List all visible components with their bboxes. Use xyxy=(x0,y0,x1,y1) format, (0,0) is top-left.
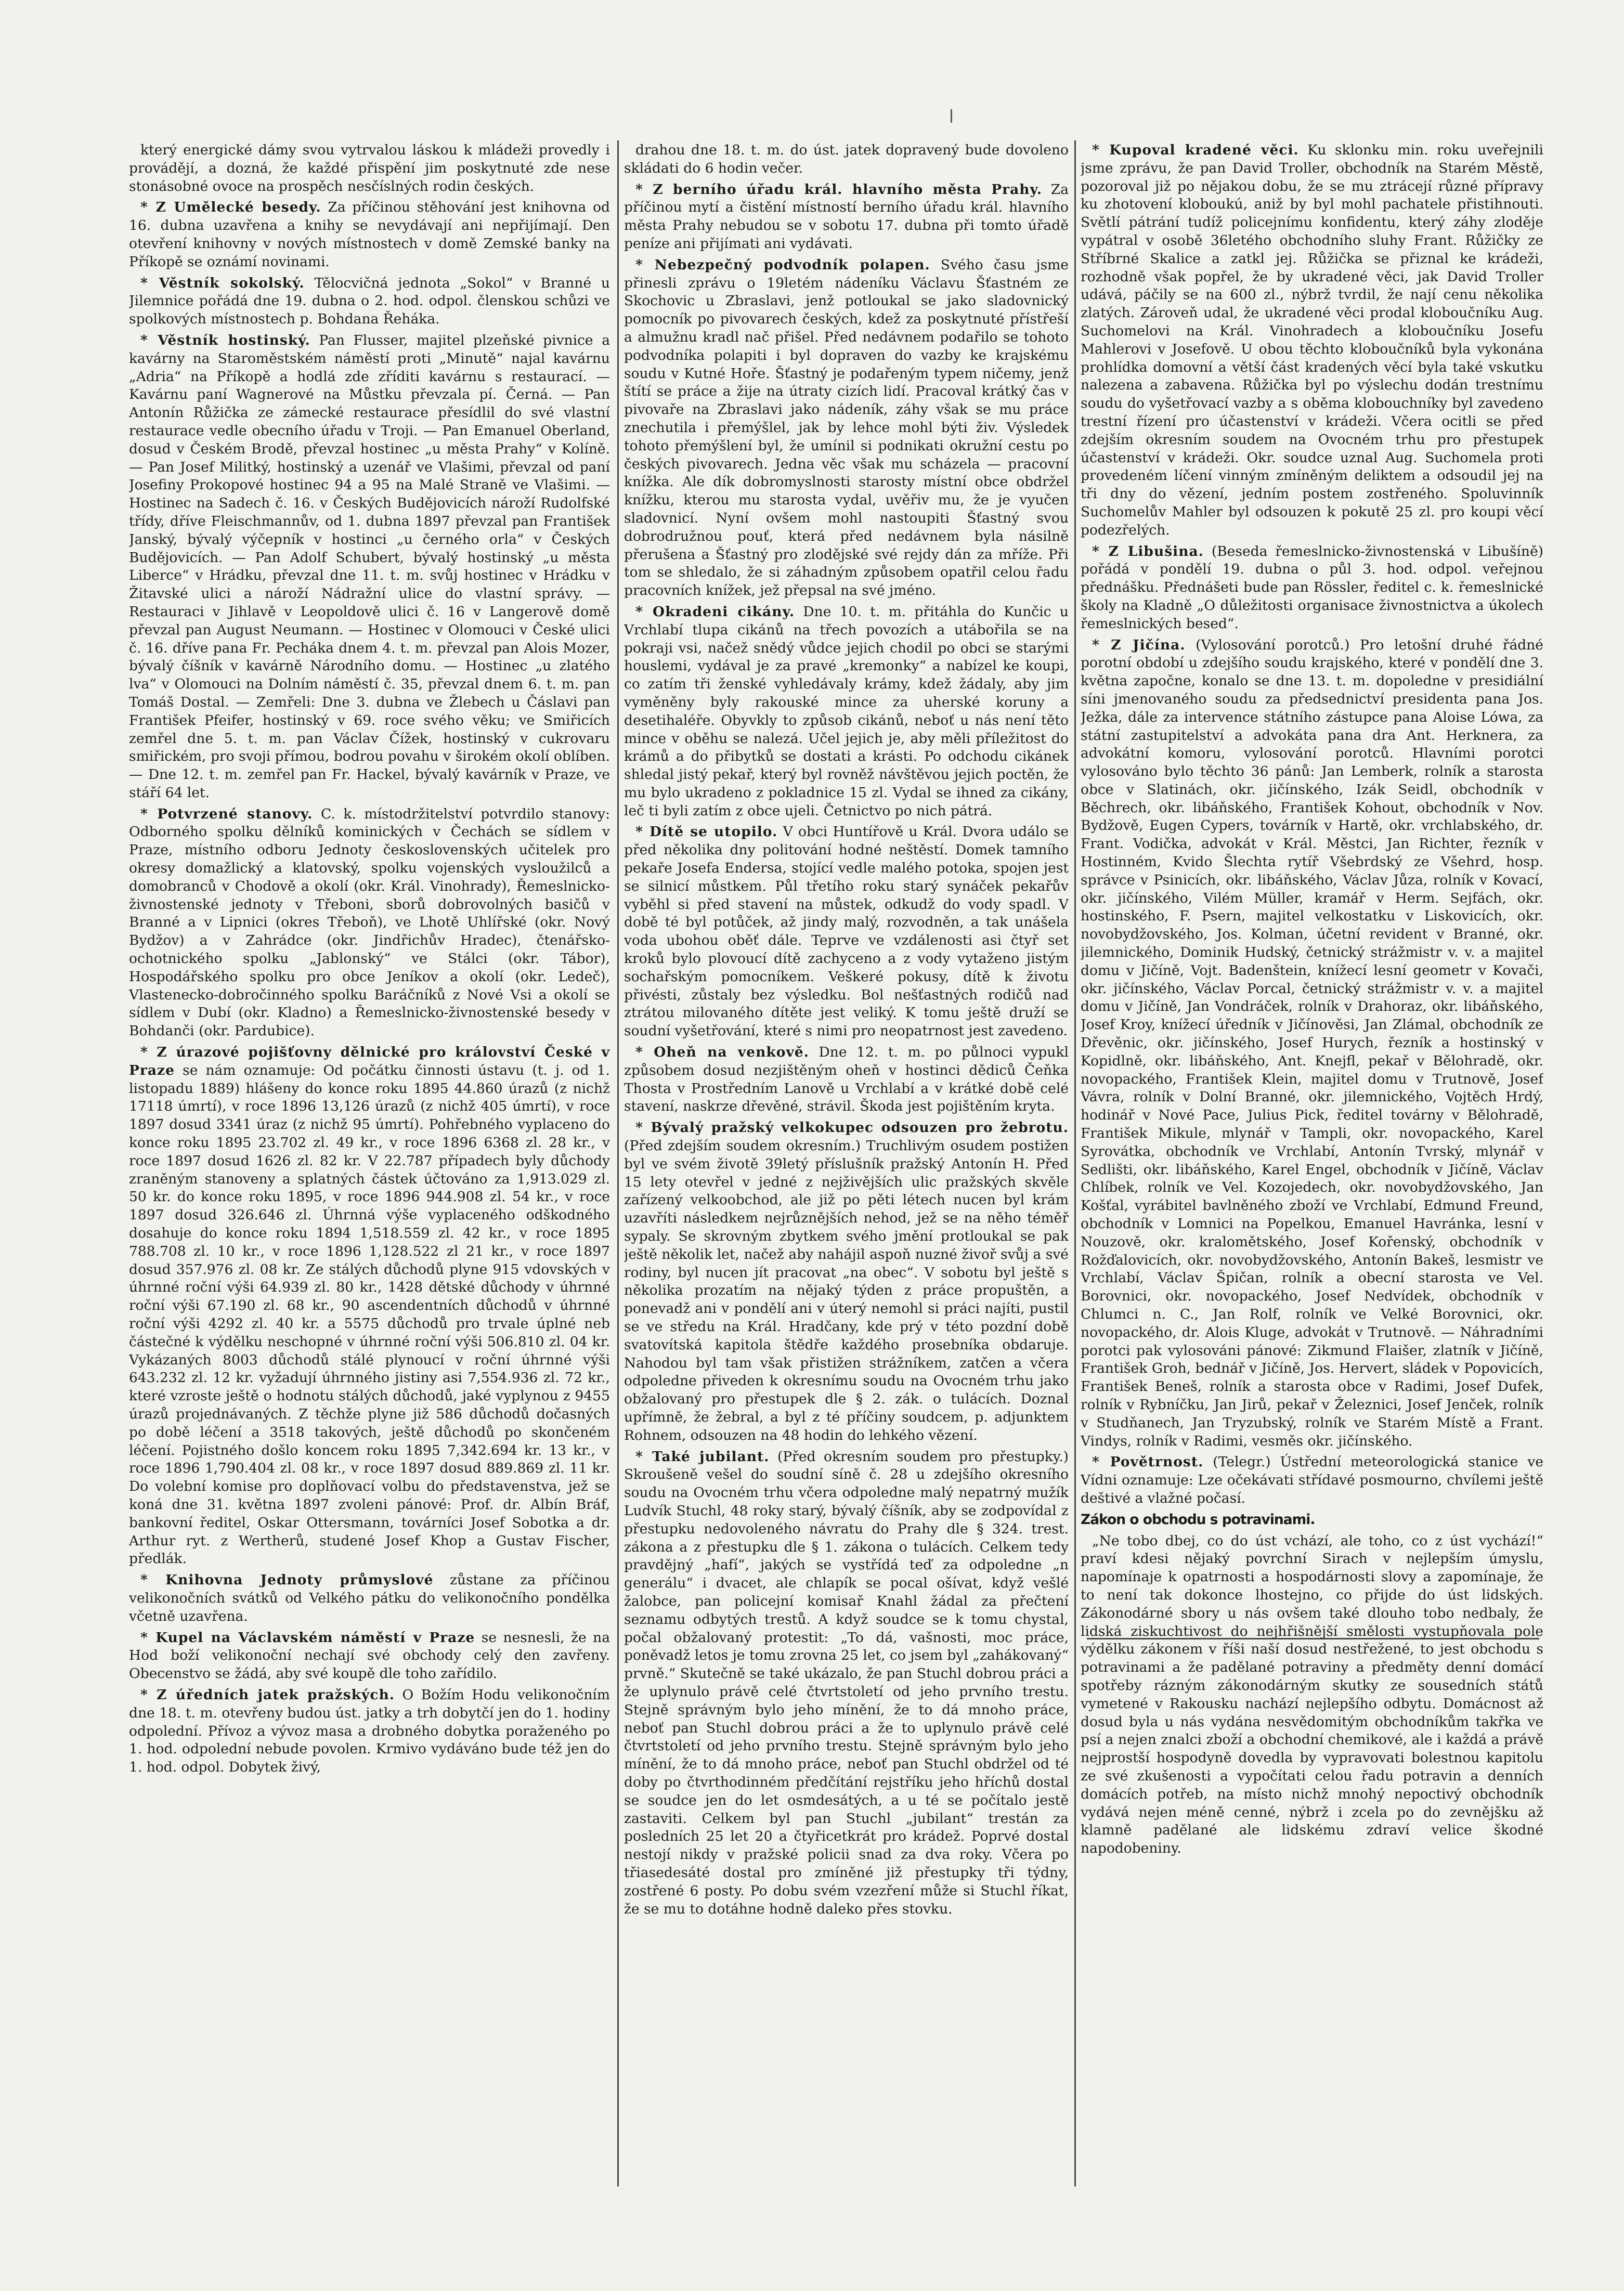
article-heading: * Kupel na Václavském náměstí v Praze xyxy=(140,1629,475,1646)
article-paragraph xyxy=(1081,141,1543,540)
article-body: se nám oznamuje: Od počátku činnosti ústavu (t. j. od 1. listopadu 1889) hlášeny do konce roku 1895 44.860 úrazů (z nichž 17118 úmrtí), v roce 1896 13,126 úrazů (z nichž 405 úmrtí), v roce 1897 dosud 3341 úraz (z nichž 95 úmrtí). Pohřebného vyplaceno do konce roku 1895 23.702 zl. 49 kr., v roce 1896 6368 zl. 28 kr., v roce 1897 dosud 1626 zl. 82 kr. V 22.787 případech byly důchody zraněným stanoveny a splatných částek účtováno za 1,913.029 zl. 50 kr. do konce roku 1895, v roce 1896 944.908 zl. 54 kr., v roce 1897 dosud 326.646 zl. Úhrnná výše vyplaceného odškodného dosahuje do konce roku 1894 1,518.559 zl. 42 kr., v roce 1895 788.708 zl. 10 kr., v roce 1896 1,128.522 zl 21 kr., v roce 1897 dosud 357.976 zl. 08 kr. Ze stálých důchodů plyne 915 vdovských v úhrnné roční výši 64.939 zl. 80 kr., 1428 dětské důchody v úhrnné roční výši 67.190 zl. 68 kr., 90 ascendentních důchodů v úhrnné roční výši 4292 zl. 40 kr. a 5575 důchodů pro trvale úplné neb částečné k výdělku neschopné v úhrnné roční výši 506.810 zl. 04 kr. Vykázaných 8003 důchodů stálé plynoucí v roční úhrnné výši 643.232 zl. 12 kr. vyžadují úhrnného jistiny asi 7,554.936 zl. 72 kr., které vzroste ještě o hodnotu stálých důchodů, jaké vyplynou z 9455 úrazů projednávaných. Z těchže plyne již 586 důchodů dočasných po době léčení a 3518 takových, ještě důchodů po skončeném léčení. Pojistného došlo koncem roku 1895 7,342.694 kr. 13 kr., v roce 1896 1,790.404 zl. 08 kr., v roce 1897 dosud 889.869 zl. 11 kr. Do volební komise pro doplňovací volbu do představenstva, jež se koná dne 31. května 1897 zvoleni pánové: Prof. dr. Albín Bráf, bankovní ředitel, Oskar Ottersmann, továrníci Josef Sobotka a dr. Arthur ryt. z Wertherů, studené Josef Khop a Gustav Fischer, předlák. xyxy=(129,1062,610,1567)
article-paragraph xyxy=(1081,1453,1543,1507)
article-paragraph xyxy=(129,1571,610,1625)
article-paragraph xyxy=(624,1448,1069,1919)
article-heading: * Oheň na venkově. xyxy=(635,1044,809,1061)
article-paragraph xyxy=(624,141,1069,178)
article-heading: * Z Jičína. xyxy=(1092,636,1186,653)
article-body: Tělocvičná jednota „Sokol“ v Branné u Jilemnice pořádá dne 19. dubna o 2. hod. odpol. členskou schůzi ve spolkových místnostech p. Bohdana Řeháka. xyxy=(129,275,610,328)
column-right xyxy=(1081,141,1543,2169)
article-body: C. k. místodržitelství potvrdilo stanovy: Odborného spolku dělníků kominických v Čechách se sídlem v Praze, místního odboru Jednoty československých učitelek pro okresy domažlický a klatovský, spolku vojenských vysloužilců a domobranců v Chodově a okolí (okr. Král. Vinohrady), Řemeslnicko-živnostenské jednoty v Třeboni, sborů dobrovolných basičů v Branné a v Lipnici (okres Třeboň), ve Lhotě Uhlířské (okr. Nový Bydžov) a v Zahrádce (okr. Jindřichův Hradec), čtenářsko-ochotnického spolku „Jablonský“ ve Stálci (okr. Tábor), Hospodářského spolku pro obce Jeníkov a okolí (okr. Ledeč), Vlastenecko-dobročinného spolku Baráčníků z Nové Vsi a okolí se sídlem v Dubí (okr. Kladno) a Řemeslnicko-živnostenské besedy v Bohdanči (okr. Pardubice). xyxy=(129,805,610,1039)
article-paragraph xyxy=(1081,543,1543,633)
article-body: který energické dámy svou vytrvalou láskou k mládeži provedly i provádějí, a dozná, že každé přispění jim poskytnuté zde nese stonásobné ovoce na prospěch nesčíslných rodin českých. xyxy=(129,142,610,194)
article-body: V obci Huntířově u Král. Dvora událo se před několika dny politování hodné neštěstí. Domek tamního pekaře Josefa Endersa, stojící vedle malého potoka, spojen jest se silnicí můstkem. Půl třetího roku starý synáček pekařův vyběhl si před stavení na můstek, odkudž do vody spadl. V době té byl potůček, až jindy malý, rozvodněn, a tak unášela voda ubohou oběť dále. Teprve ve vzdálenosti asi čtyř set kroků bylo plovoucí dítě zachyceno a z vody vytaženo jistým sochařským pomocníkem. Veškeré pokusy, dítě k životu přivésti, zůstaly bez výsledku. Bol nešťastných rodičů nad ztrátou milovaného dítěte jest veliký. K tomu ještě druží se soudní vyšetřování, které s nimi pro neopatrnost jest zavedeno. xyxy=(624,824,1069,1039)
top-mark xyxy=(951,109,952,123)
article-body: (Telegr.) Ústřední meteorologická stanice ve Vídni oznamuje: Lze očekávati střídavé posmourno, chvílemi ještě deštivé a vlažné počasí. xyxy=(1081,1454,1543,1506)
article-heading: * Bývalý pražský velkokupec odsouzen pro žebrotu. xyxy=(635,1120,1069,1136)
article-paragraph xyxy=(624,1119,1069,1444)
article-paragraph xyxy=(624,603,1069,821)
column-middle xyxy=(624,141,1069,2169)
article-heading: * Potvrzené stanovy. xyxy=(140,805,313,822)
article-body: Dne 12. t. m. po půlnoci vypukl způsobem dosud nezjištěným oheň v hostinci dědiců Čeňka Thosta v Prostředním Lanově u Vrchlabí a v krátké době celé stavení, naskrze dřevěné, strávil. Škoda jest pojištěním kryta. xyxy=(624,1044,1069,1115)
article-body: Za příčinou stěhování jest knihovna od 16. dubna uzavřena a knihy se nevydávají ani nepřijímají. Den otevření knihovny v nových místnostech v domě Zemské banky na Příkopě se oznámí novinami. xyxy=(129,199,610,270)
article-body: zůstane za příčinou velikonočních svátků od Velkého pátku do velikonočního pondělka včetně uzavřena. xyxy=(129,1572,610,1624)
article-paragraph xyxy=(624,1044,1069,1116)
article-body: „Ne tobo dbej, co do úst vchází, ale toho, co z úst vychází!“ praví kdesi nějaký povrchní Sirach v nejlepším úmyslu, napomínaje k opatrnosti a hospodárnosti slovy a zapomínaje, že to není tak dokonce lhostejno, co přijde do úst lidských. Zákonodárné sbory u nás ovšem také dlouho tobo nedbaly, že lidská ziskuchtivost do nejhřišnější smělosti vystupňovala pole výdělku zákonem v říši naší dosud nestřežené, to jest obchodu s potravinami a že padělané potraviny a předměty denní domácí spotřeby rázným zákonodárným skutky ze sousedních států vymetené v Rakousku nachází nejlepšího odbytu. Domácnost až dosud byla u nás vydána nesvědomitým obchodníkům takřka ve psí a nejen znalci zboží a obchodní chemikové, ale i každá a právě nejprostší hospodyně dovedla by vypravovati bolestnou kapitolu ze své zkušenosti a vypočítati celou řadu potravin a denních domácích potřeb, na místo nichž mnohý nepoctivý obchodník vydává nejen méně cenné, nýbrž i zcela po do zevnějšku až klamně padělané ale lidskému zdraví velice škodné napodobeniny. xyxy=(1081,1532,1543,1857)
article-paragraph xyxy=(624,823,1069,1040)
article-paragraph xyxy=(129,1044,610,1568)
article-body: Svého času jsme přinesli zprávu o 19letém nádeníku Václavu Šťastném ze Skochovic u Zbraslavi, jenž potloukal se jako sladovnický pomocník po pivovarech českých, kdež za poskytnuté přístřeší a almužnu kradl nač přišel. Před nedávnem podařilo se tohoto podvodníka polapiti i byl dopraven do vazby ke krajskému soudu v Kutné Hoře. Šťastný je podařeným typem ničemy, jenž štítí se práce a žije na útraty cizích lidí. Pracoval krátký čas v pivovaře na Zbraslavi jako nádeník, záhy však se mu práce znechutila i přemýšlel, jak by lehce mohl býti živ. Výsledek tohoto přemýšlení byl, že umínil si podnikati okružní cestu po českých pivovarech. Jedna věc však mu scházela — pracovní knížka. Ale dík dobromyslnosti starosty místní obce obdržel knížku, kterou mu starosta vydal, uvěřiv mu, že je vyučen sladovnicí. Nyní ovšem mohl nastoupiti Šťastný svou dobrodružnou pouť, která před nedávnem byla násilně přerušena a Šťastný pro zlodějské své rejdy dán za mříže. Při tom se shledalo, že si záhadným způsobem opatřil celou řadu pracovních knížek, jež přepsal na své jméno. xyxy=(624,256,1069,599)
article-paragraph xyxy=(129,332,610,802)
article-title: Zákon o obchodu s potravinami. xyxy=(1081,1511,1315,1528)
article-body: (Před okresním soudem pro přestupky.) Skroušeně vešel do soudní síně č. 28 u zdejšího okresního soudu na Ovocném trhu včera odpoledne malý nepatrný mužík Ludvík Stuchl, 48 roky starý, bývalý číšník, aby se zodpovídal z přestupku nedovoleného návratu do Prahy dle § 324. trest. zákona a z přestupku dle § 1. zákona o tulácích. Celkem tedy pravdějný „hafí“, jakých se vystřídá teď za odpoledne „n generálu“ i dvacet, ale chlapík se pocal ošívat, když vešlé žalobce, pan policejní komisař Knahl žádal za přečtení seznamu odbytých trestů. A když soudce se k tomu chystal, počal obžalovaný protestit: „To dá, vašnosti, moc práce, poněvadž letos je tomu zrovna 25 let, co jsem byl „zahákovaný“ prvně.“ Skutečně se také ukázalo, že pan Stuchl dobrou práci a že uplynulo právě celé čtvrtstoletí od jeho prvního trestu. Stejně správným bylo jeho mínění, že to dá mnoho práce, neboť pan Stuchl dobrou práci a že to uplynulo právě celé čtvrtstoletí od jeho prvního trestu. Stejně správným bylo jeho mínění, že to dá mnoho práce, neboť pan Stuchl obdržel od té doby po čtvrthodinném předčítání rejstříku jeho hříchů dostal se soudce jen do let osmdesátých, a u té se počítalo jestě zastaviti. Celkem byl pan Stuchl „jubilant“ trestán za posledních 25 let 20 a čtyřicetkrát pro krádež. Poprvé dostal nestojí nikdy v pražské policii snad za dva roky. Včera po třiasedesáté dostal pro zmíněné již přestupky tři týdny, zostřené 6 posty. Po dobu svém vzezření může si Stuchl říkat, že se mu to dotáhne hodně daleko přes stovku. xyxy=(624,1448,1069,1917)
article-body: O Božím Hodu velikonočním dne 18. t. m. otevřeny budou úst. jatky a trh dobytčí jen do 1. hodiny odpolední. Přívoz a vývoz masa a drobného dobytka poraženého po 1. hod. odpolední nebude povolen. Krmivo vydáváno bude též jen do 1. hod. odpol. Dobytek živý, xyxy=(129,1686,610,1776)
article-body: se nesnesli, že na Hod boží velikonoční nechají své obchody celý den zavřeny. Obecenstvo se žádá, aby své koupě dle toho zařídilo. xyxy=(129,1629,610,1682)
column-divider-right xyxy=(1074,140,1076,2186)
article-heading: * Okradeni cikány. xyxy=(635,603,795,620)
article-body: Pan Flusser, majitel plzeňské pivnice a kavárny na Staroměstském náměstí proti „Minutě“ najal kavárnu „Adria“ na Příkopě a hodlá zde zříditi kavárnu s restaurací. — Kavárnu paní Wagnerové na Můstku převzala pí. Černá. — Pan Antonín Růžička ze zámecké restaurace přesídlil do své vlastní restaurace vedle obecního úřadu v Troji. — Pan Emanuel Oberland, dosud v Českém Brodě, převzal hostinec „u města Prahy“ v Kolíně. — Pan Josef Militký, hostinský a uzenář ve Vlašimi, převzal od paní Josefiny Prokopové hostinec 94 a 95 na Malé Straně ve Vlašimi. — Hostinec na Sadech č. 16. v Českých Budějovicích nároží Rudolfské třídy, dříve Fleischmannův, od 1. dubna 1897 převzal pan František Janský, bývalý výčepník v hostinci „u černého orla“ v Českých Budějovicích. — Pan Adolf Schubert, bývalý hostinský „u města Liberce“ v Hrádku, převzal dne 11. t. m. svůj hostinec v Hrádku v Žitavské ulici a nároží Nádražní ulice do vlastní správy. — Restauraci v Jihlavě v Leopoldově ulici č. 16 v Langerově domě převzal pan August Neumann. — Hostinec v Olomouci v České ulici č. 16. dříve pana Fr. Pecháka dnem 4. t. m. převzal pan Alois Mozer, bývalý číšník v kavárně Národního domu. — Hostinec „u zlatého lva“ v Olomouci na Dolním náměstí č. 35, převzal dnem 6. t. m. pan Tomáš Dostal. — Zemřeli: Dne 3. dubna ve Žlebech u Čáslavi pan František Pfeifer, hostinský v 69. roce svého věku; ve Smiřicích zemřel dne 5. t. m. pan Václav Čížek, hostinský v cukrovaru smiřickém, pro svoji přímou, bodrou povahu v širokém okolí oblíben. — Dne 12. t. m. zemřel pan Fr. Hackel, bývalý kavárník v Praze, ve stáří 64 let. xyxy=(129,332,610,801)
article-heading: * Z úrazové pojišťovny dělnické pro království České v Praze xyxy=(129,1044,610,1078)
article-body: Dne 10. t. m. přitáhla do Kunčic u Vrchlabí tlupa cikánů na třech povozích a utábořila se na pokraji vsi, načež snědý vůdce jejich chodil po obci se starými houslemi, vydával je za pravé „kremonky“ a nabízel ke koupi, co zatím tři ženské vyhledávaly krámy, kdež žádaly, aby jim vyměněny byly rakouské mince za uherské koruny a desetihaléře. Obyvkly to způsob cikánů, neboť u nás není těto mince v oběhu se nalezá. Učel jejich je, aby měli příležitost do krámů a do přibytků se dostati a krásti. Po odchodu cikánek shledal jistý pekař, který byl rovněž návštěvou jejich poctěn, že mu bylo ukradeno z pokladnice 15 zl. Vydal se ihned za cikány, leč ti byli zatím z obce ujeli. Četnictvo po nich pátrá. xyxy=(624,603,1069,819)
article-paragraph xyxy=(129,275,610,329)
article-heading: * Z berního úřadu král. hlavního města Prahy. xyxy=(635,181,1043,198)
article-heading: * Povětrnost. xyxy=(1092,1454,1204,1470)
article-heading: * Z úředních jatek pražských. xyxy=(140,1686,395,1703)
article-heading: * Také jubilant. xyxy=(635,1448,770,1465)
article-paragraph xyxy=(129,805,610,1040)
article-heading: * Věstník hostinský. xyxy=(140,332,310,348)
article-body: Ku sklonku min. roku uveřejnili jsme zprávu, že pan David Troller, obchodník na Starém Městě, pozoroval již po nějakou dobu, že se mu ztrácejí různé přípravy ku zhotovení kloboukú, aniž by byl mohl pachatele přistihnouti. Světlí pátrání tudíž policejnímu konfidentu, který záhy zloděje vypátral v osobě 36letého obchodního sluhy Frant. Růžičky ze Stříbrné Skalice a zatkl jej. Růžička se přiznal ke krádeži, rozhodně však popřel, že by ukradené věci, jak David Troller udává, páčily se na 600 zl., nýbrž tvrdil, že nají cenu několika zlatých. Zároveň udal, že ukradené věci prodal kloboučníku Aug. Suchomelovi na Král. Vinohradech a kloboučníku Josefu Mahlerovi v Josefově. U obou těchto kloboučníků byla vykonána prohlídka domovní a větší část kradených věcí byla také vskutku nalezena a zabavena. Růžička byl po výslechu dodán trestnímu soudu do vyšetřovací vazby a s oběma klobouchníky byl zavedeno trestní řízení pro účastenství v krádeži. Včera ocitli se před zdejším okresním soudem na Ovocném trhu pro přestupek účastenství v krádeži. Okr. soudce uznal Aug. Suchomela proti provedeném líčení vinným zmíněným deliktem a odsoudil jej na tři dny do vězení, jedním postem zostřeného. Spoluvinník Suchomelův Mahler byl odsouzen k pokutě 25 zl. pro koupi věcí podezřelých. xyxy=(1081,142,1543,538)
article-body: drahou dne 18. t. m. do úst. jatek dopravený bude dovoleno skládati do 6 hodin večer. xyxy=(624,142,1069,176)
article-paragraph xyxy=(129,1629,610,1683)
article-heading: * Z Libušina. xyxy=(1092,543,1204,559)
article-body: (Před zdejším soudem okresním.) Truchlivým osudem postižen byl ve svém životě 39letý příslušník pražský Antonín H. Před 15 lety otevřel v jedné z nejživějších ulic pražských skvěle zařízený velkoobchod, ale již po pěti létech nucen byl krám uzavříti následkem nejrůznějších nehod, jež se na něho téměř sypaly. Se skrovným zbytkem svého jmění protloukal se pak ještě několik let, načež aby nahájil aspoň nuzné živoř svůj a své rodiny, byl nucen jít pracovat „na obec“. V sobotu byl ještě s několika prozatím na nějaký týden z práce propuštěn, a ponevadž ani v pondělí ani v úterý nemohl si práci najíti, pustil se ve středu na Král. Hradčany, kde prý v této pozdní době svatovítská kapitola štědře každého prosebníka obdaruje. Nahodou byl tam však přistižen strážníkem, zatčen a včera odpoledne přiveden k okresnímu soudu na Ovocném trhu jako obžalovaný pro přestupek dle § 2. zák. o tulácích. Doznal upřímně, že žebral, a byl z té příčiny soudcem, p. adjunktem Rohnem, odsouzen na 48 hodin do lehkého vězení. xyxy=(624,1138,1069,1443)
article-paragraph xyxy=(129,141,610,196)
column-divider-left xyxy=(617,140,619,2186)
article-paragraph xyxy=(129,199,610,271)
article-paragraph xyxy=(129,1686,610,1777)
article-paragraph xyxy=(624,181,1069,253)
article-paragraph xyxy=(1081,1532,1543,1858)
column-left xyxy=(129,141,610,2169)
article-heading: * Nebezpečný podvodník polapen. xyxy=(635,256,930,273)
article-heading: * Dítě se utopilo. xyxy=(635,824,778,840)
article-heading: * Knihovna Jednoty průmyslové xyxy=(140,1572,434,1589)
article-heading: * Věstník sokolský. xyxy=(140,275,305,291)
article-body: (Vylosování porotců.) Pro letošní druhé řádné porotní období u zdejšího soudu krajského, které v pondělí dne 3. května započne, konalo se dne 13. t. m. dopoledne v presidiální síni jmenovaného soudu za předsednictví presidenta pana Jos. Ježka, dále za intervence státního zástupce pana Aloise Lówa, za státní zastupitelství a advokáta pana dra Ant. Herknera, za advokátní komoru, vylosování porotců. Hlavními porotci vylosováno bylo těchto 36 pánů: Jan Lemberk, rolník a starosta obce v Slatinách, okr. jičínského, Izák Seidl, obchodník v Běchrech, okr. libáňského, František Kohout, obchodník v Nov. Bydžově, Eugen Cypers, továrník v Hartě, okr. vrchlabského, dr. Frant. Vodička, advokát v Král. Městci, Jan Richter, řezník v Hostinném, Kvido Šlechta rytíř Všebrdský ze Všehrd, hosp. správce v Psinicích, okr. libáňského, Václav Jůza, rolník v Kovací, okr. jičínského, Vilém Müller, kramář v Herm. Sejfách, okr. hostinského, F. Psern, majitel velkostatku v Liskovicích, okr. novobydžovského, Jos. Kolman, účetní revident v Branné, okr. jilemnického, Dominik Hudský, četnický strážmistr v. v. a majitel domu v Jičíně, Vojt. Badenštein, knížecí lesní geometr v Kovači, okr. jičínského, Václav Porcal, četnický strážmistr v. v. a majitel domu v Jičíně, Jan Vondráček, rolník v Drahoraz, okr. libáňského, Josef Kroy, knížecí úředník v Jičínověsi, Jan Zlámal, obchodník ze Dřevěnic, okr. jičínského, Josef Hurych, řezník a hostinský v Kopidlně, okr. libáňského, Ant. Knejfl, pekař v Bělohradě, okr. novopackého, František Klein, majitel domu v Trutnově, Josef Vávra, rolník v Dolní Branné, okr. jilemnického, Vojtěch Hrdý, hodinář v Nové Pace, Julius Pick, ředitel továrny v Bělohradě, František Mikule, mlynář v Tampli, okr. novopackého, Karel Syrovátka, obchodník ve Vrchlabí, Antonín Tvrský, mlynář v Sedlišti, okr. libáňského, Karel Engel, obchodník v Jičíně, Václav Chlíbek, rolník ve Vel. Kozojedech, okr. novobydžovského, Jan Košťal, vyrábitel bavlněného zboží ve Vrchlabí, Edmund Freund, obchodník v Lomnici na Popelkou, Emanuel Havránka, lesní v Nouzově, okr. kralomětského, Josef Kořenský, obchodník v Rožďalovicích, okr. novobydžovského, Antonín Bakeš, lesmistr ve Vrchlabí, Václav Špičan, rolník a obecní starosta ve Vel. Borovnici, okr. novopackého, Josef Nedvídek, obchodník v Chlumci n. C., Jan Rolf, rolník ve Velké Borovnici, okr. novopackého, dr. Alois Kluge, advokát v Trutnově. — Náhradními porotci pak vylosováni pánové: Zikmund Flaišer, zlatník v Jičíně, František Groh, bednář v Jičíně, Jos. Hervert, sládek v Popovicích, František Beneš, rolník a starosta obce v Radimi, Josef Dufek, rolník v Rybníčku, Jan Jirů, pekař v Železnici, Josef Jenček, rolník v Studňanech, Jan Tryzubský, rolník ve Starém Místě a Frant. Vindys, rolník v Radimi, vesměs okr. jičínského. xyxy=(1081,636,1543,1449)
article-paragraph xyxy=(624,256,1069,600)
article-paragraph xyxy=(1081,636,1543,1451)
article-heading: * Z Umělecké besedy. xyxy=(140,199,321,216)
article-heading: * Kupoval kradené věci. xyxy=(1092,142,1299,158)
article-body: (Beseda řemeslnicko-živnostenská v Libušíně) pořádá v pondělí 19. dubna o půl 3. hod. odpol. veřejnou přednášku. Přednášeti bude pan Rössler, ředitel c. k. řemeslnické školy na Kladně „O důležitosti organisace živnostnictva a úkolech řemeslnických besed“. xyxy=(1081,543,1543,632)
article-body: Za příčinou mytí a čistění místností berního úřadu král. hlavního města Prahy nebudou se v sobotu 17. dubna při tomto úřadě peníze ani přijímati ani vydávati. xyxy=(624,181,1069,252)
